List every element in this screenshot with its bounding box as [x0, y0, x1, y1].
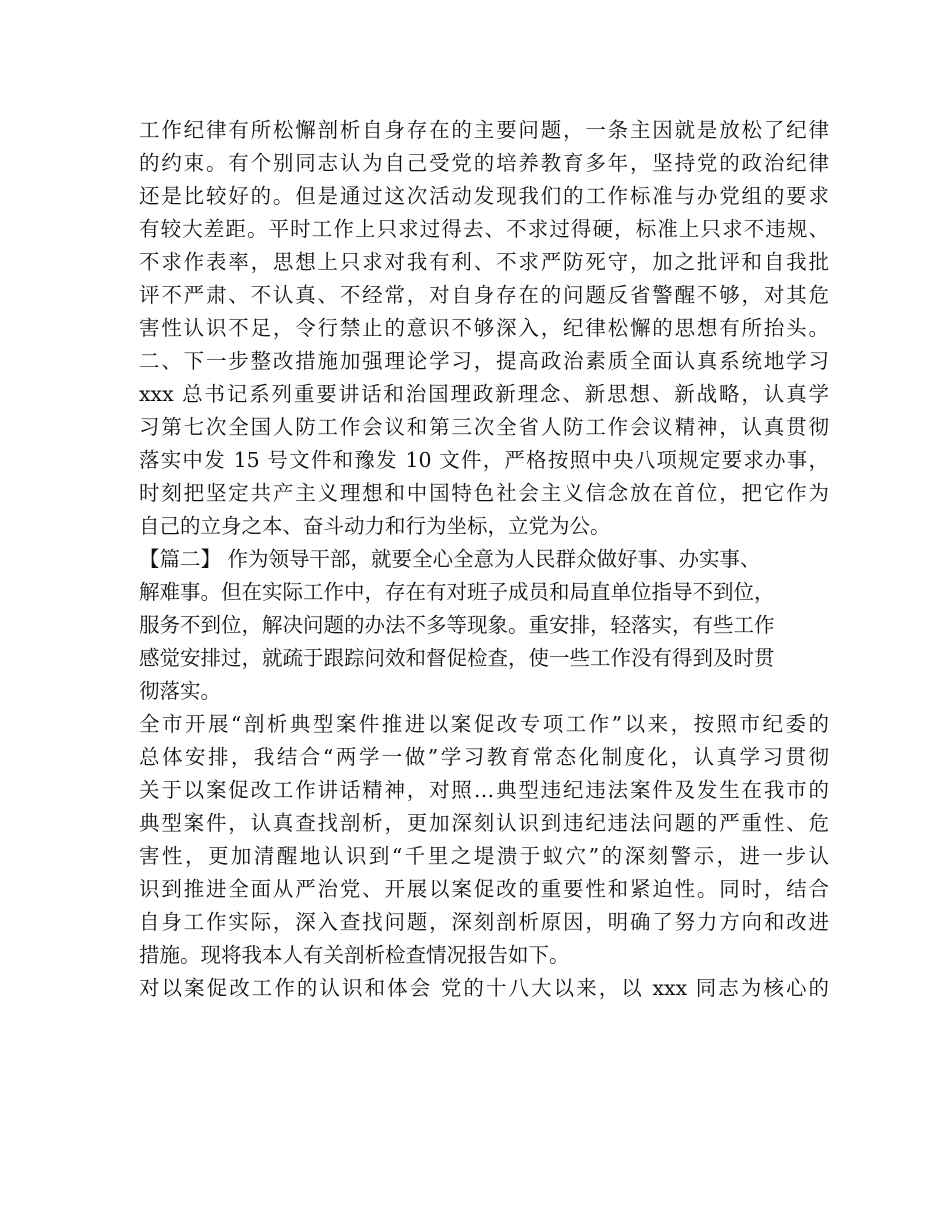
body-text	[139, 114, 829, 1005]
text-line: 还是比较好的。但是通过这次活动发现我们的工作标准与办党组的要求	[139, 184, 829, 208]
text-line: 典型案件，认真查找剖析，更加深刻认识到违纪违法问题的严重性、危	[139, 811, 829, 835]
text-line: 的约束。有个别同志认为自己受党的培养教育多年，坚持党的政治纪律	[139, 151, 829, 175]
text-line: 解难事。但在实际工作中，存在有对班子成员和局直单位指导不到位，	[139, 580, 775, 604]
text-line: 二、下一步整改措施加强理论学习，提高政治素质全面认真系统地学习	[139, 349, 829, 373]
text-line: xxx 总书记系列重要讲话和治国理政新理念、新思想、新战略，认真学	[139, 382, 829, 406]
text-line: 感觉安排过，就疏于跟踪问效和督促检查，使一些工作没有得到及时贯	[139, 646, 775, 670]
text-line: 落实中发 15 号文件和豫发 10 文件，严格按照中央八项规定要求办事，	[139, 448, 829, 472]
text-line: 总体安排，我结合“两学一做”学习教育常态化制度化，认真学习贯彻	[139, 745, 829, 769]
text-line: 自己的立身之本、奋斗动力和行为坐标，立党为公。	[139, 514, 611, 538]
text-line: 【篇二】 作为领导干部，就要全心全意为人民群众做好事、办实事、	[139, 547, 761, 571]
text-line: 全市开展“剖析典型案件推进以案促改专项工作”以来，按照市纪委的	[139, 712, 829, 736]
text-line: 识到推进全面从严治党、开展以案促改的重要性和紧迫性。同时，结合	[139, 877, 829, 901]
text-line: 害性认识不足，令行禁止的意识不够深入，纪律松懈的思想有所抬头。	[139, 316, 829, 340]
text-line: 关于以案促改工作讲话精神，对照…典型违纪违法案件及发生在我市的	[139, 778, 829, 802]
text-line: 对以案促改工作的认识和体会 党的十八大以来，以 xxx 同志为核心的	[139, 976, 829, 1000]
text-line: 措施。现将我本人有关剖析检查情况报告如下。	[139, 943, 570, 967]
text-line: 习第七次全国人防工作会议和第三次全省人防工作会议精神，认真贯彻	[139, 415, 829, 439]
text-line: 有较大差距。平时工作上只求过得去、不求过得硬，标准上只求不违规、	[139, 217, 829, 241]
text-line: 不求作表率，思想上只求对我有利、不求严防死守，加之批评和自我批	[139, 250, 829, 274]
text-line: 彻落实。	[139, 679, 221, 703]
text-line: 工作纪律有所松懈剖析自身存在的主要问题，一条主因就是放松了纪律	[139, 118, 829, 142]
text-line: 害性，更加清醒地认识到“千里之堤溃于蚁穴”的深刻警示，进一步认	[139, 844, 829, 868]
text-line: 自身工作实际，深入查找问题，深刻剖析原因，明确了努力方向和改进	[139, 910, 829, 934]
text-line: 服务不到位，解决问题的办法不多等现象。重安排，轻落实，有些工作	[139, 613, 775, 637]
text-line: 时刻把坚定共产主义理想和中国特色社会主义信念放在首位，把它作为	[139, 481, 829, 505]
text-line: 评不严肃、不认真、不经常，对自身存在的问题反省警醒不够，对其危	[139, 283, 829, 307]
